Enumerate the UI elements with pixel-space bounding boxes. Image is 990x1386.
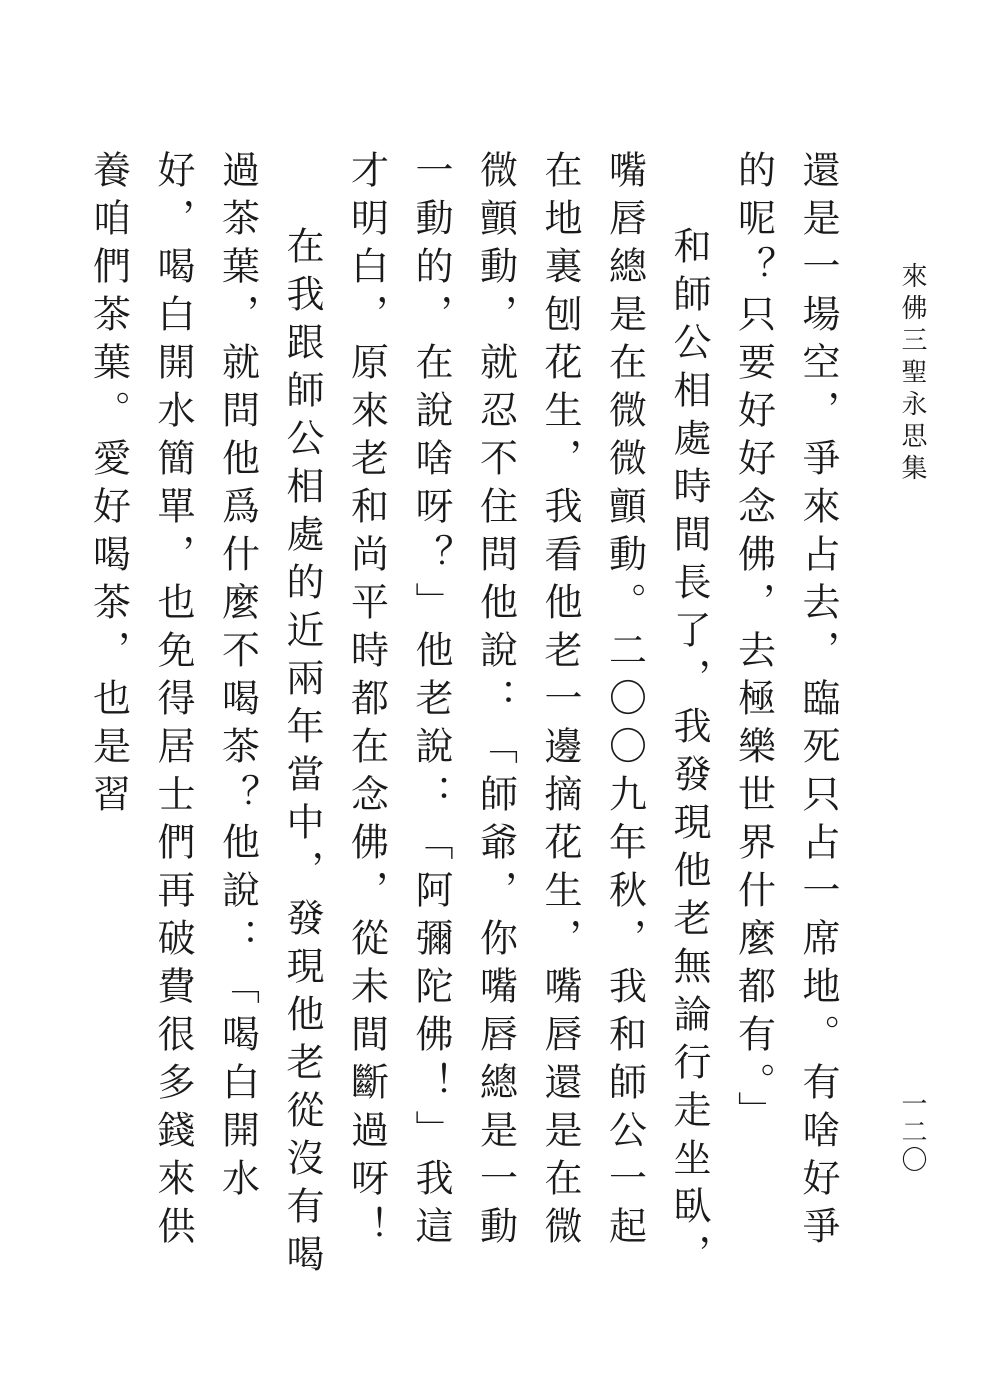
paragraph: 和師公相處時間長了，我發現他老無論行走坐臥，嘴唇總是在微微顫動。二〇〇九年秋，我和師公一起在地裏刨花生，我看他老一邊摘花生，嘴唇還是在微微顫動，就忍不住問他說：「師爺，你嘴唇總是一動一動的，在說啥呀？」他老說：「阿彌陀佛！」我這才明白，原來老和尚平時都在念佛，從未間斷過呀！ (344, 150, 711, 1282)
running-header-title: 來佛三聖永思集 (897, 262, 927, 486)
page-number: 一二〇 (897, 1090, 927, 1174)
paragraph: 在我跟師公相處的近兩年當中，發現他老從沒有喝過茶葉，就問他爲什麼不喝茶？他說：「喝白開水好，喝白開水簡單，也免得居士們再破費很多錢來供養咱們茶葉。愛好喝茶，也是習 (86, 150, 324, 1282)
body-text (86, 150, 850, 1290)
paragraph-continuation: 還是一場空，爭來占去，臨死只占一席地。有啥好爭的呢？只要好好念佛，去極樂世界什麼都有。」 (731, 150, 840, 1254)
